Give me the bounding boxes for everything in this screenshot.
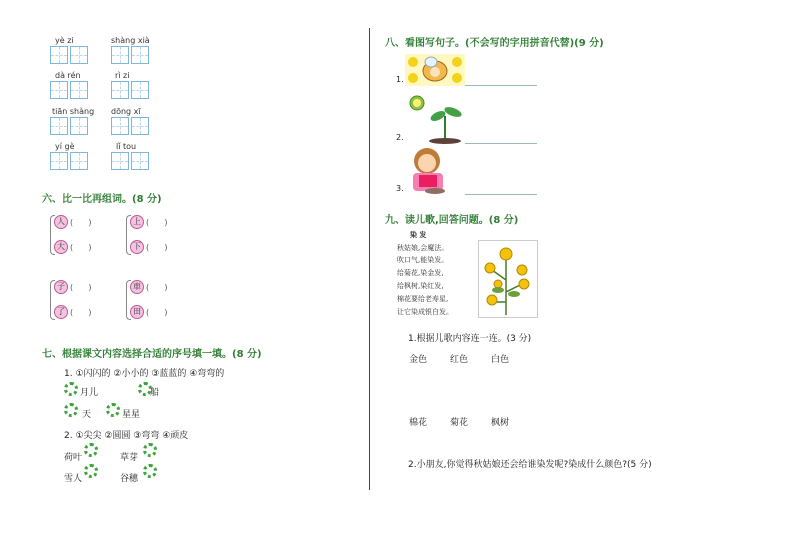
- chrysanthemum-picture-icon: [478, 240, 538, 318]
- flower-blank-icon[interactable]: [64, 382, 78, 396]
- answer-blank[interactable]: ( ): [146, 243, 168, 252]
- plant-label[interactable]: 棉花: [409, 418, 428, 428]
- poem-title: 染 发: [410, 231, 427, 239]
- writing-grid[interactable]: [111, 46, 151, 64]
- pinyin-label: tiān shàng: [52, 107, 95, 116]
- writing-grid[interactable]: [111, 117, 151, 135]
- pinyin-label: rì zi: [115, 71, 130, 80]
- flower-blank-icon[interactable]: [143, 443, 157, 457]
- q2-item: 草芽: [120, 453, 139, 463]
- q2-item: 荷叶: [64, 453, 83, 463]
- answer-blank[interactable]: ( ): [70, 218, 92, 227]
- color-label[interactable]: 白色: [491, 355, 510, 365]
- item-number: 3.: [396, 184, 404, 193]
- flower-blank-icon[interactable]: [84, 464, 98, 478]
- pinyin-label: yè zi: [55, 36, 74, 45]
- question-1-options: 1. ①闪闪的 ②小小的 ③蓝蓝的 ④弯弯的: [64, 369, 225, 379]
- answer-line[interactable]: [465, 85, 537, 86]
- q2-item: 雪人: [64, 474, 83, 484]
- answer-blank[interactable]: ( ): [146, 218, 168, 227]
- item-number: 2.: [396, 133, 404, 142]
- char-pill: 下: [130, 240, 144, 254]
- section-7-title: 七、根据课文内容选择合适的序号填一填。(8 分): [42, 349, 262, 360]
- column-divider: [369, 28, 370, 490]
- bee-picture-icon: [405, 54, 465, 86]
- writing-grid[interactable]: [111, 152, 151, 170]
- question-2-text: 2.小朋友,你觉得秋姑娘还会给谁染发呢?染成什么颜色?(5 分): [408, 460, 652, 470]
- reading-child-picture-icon: [405, 145, 455, 195]
- writing-grid[interactable]: [50, 152, 90, 170]
- pinyin-label: shàng xià: [111, 36, 150, 45]
- poem-line: 棉花要给老寿星,: [397, 295, 449, 303]
- q1-item: 月儿: [80, 388, 99, 398]
- pinyin-label: lǐ tou: [116, 142, 137, 151]
- poem-line: 秋姑娘,会魔法。: [397, 244, 449, 252]
- answer-blank[interactable]: ( ): [70, 283, 92, 292]
- section-8-title: 八、看图写句子。(不会写的字用拼音代替)(9 分): [385, 38, 604, 49]
- flower-blank-icon[interactable]: [106, 403, 120, 417]
- char-pill: 田: [130, 305, 144, 319]
- char-pill: 子: [54, 280, 68, 294]
- question-2-options: 2. ①尖尖 ②圆圆 ③弯弯 ④顽皮: [64, 431, 189, 441]
- answer-blank[interactable]: ( ): [146, 283, 168, 292]
- section-6-title: 六、比一比再组词。(8 分): [42, 194, 162, 205]
- q1-item: 天: [82, 410, 92, 420]
- answer-blank[interactable]: ( ): [70, 243, 92, 252]
- answer-line[interactable]: [465, 194, 537, 195]
- item-number: 1.: [396, 75, 404, 84]
- color-label[interactable]: 金色: [409, 355, 428, 365]
- pinyin-label: yí gè: [55, 142, 75, 151]
- answer-line[interactable]: [465, 143, 537, 144]
- answer-blank[interactable]: ( ): [146, 308, 168, 317]
- flower-blank-icon[interactable]: [84, 443, 98, 457]
- char-pill: 上: [130, 215, 144, 229]
- plant-label[interactable]: 菊花: [450, 418, 469, 428]
- question-1-text: 1.根据儿歌内容连一连。(3 分): [408, 334, 532, 344]
- sun-sprout-picture-icon: [405, 92, 465, 144]
- poem-line: 吹口气,能染发。: [397, 256, 449, 264]
- char-pill: 大: [54, 240, 68, 254]
- writing-grid[interactable]: [50, 117, 90, 135]
- char-pill: 車: [130, 280, 144, 294]
- writing-grid[interactable]: [50, 81, 90, 99]
- flower-blank-icon[interactable]: [64, 403, 78, 417]
- color-label[interactable]: 红色: [450, 355, 469, 365]
- pinyin-label: dà rén: [55, 71, 81, 80]
- flower-blank-icon[interactable]: [143, 464, 157, 478]
- q2-item: 谷穗: [120, 474, 139, 484]
- writing-grid[interactable]: [111, 81, 151, 99]
- poem-line: 给枫树,染红发,: [397, 282, 444, 290]
- char-pill: 人: [54, 215, 68, 229]
- plant-label[interactable]: 枫树: [491, 418, 510, 428]
- char-pill: 了: [54, 305, 68, 319]
- poem-line: 给菊花,染金发,: [397, 269, 444, 277]
- pinyin-label: dōng xī: [111, 107, 141, 116]
- q1-item: 星星: [122, 410, 141, 420]
- answer-blank[interactable]: ( ): [70, 308, 92, 317]
- section-9-title: 九、读儿歌,回答问题。(8 分): [385, 215, 519, 226]
- poem-line: 让它染成银白发。: [397, 308, 453, 316]
- q1-item: 船: [150, 388, 160, 398]
- writing-grid[interactable]: [50, 46, 90, 64]
